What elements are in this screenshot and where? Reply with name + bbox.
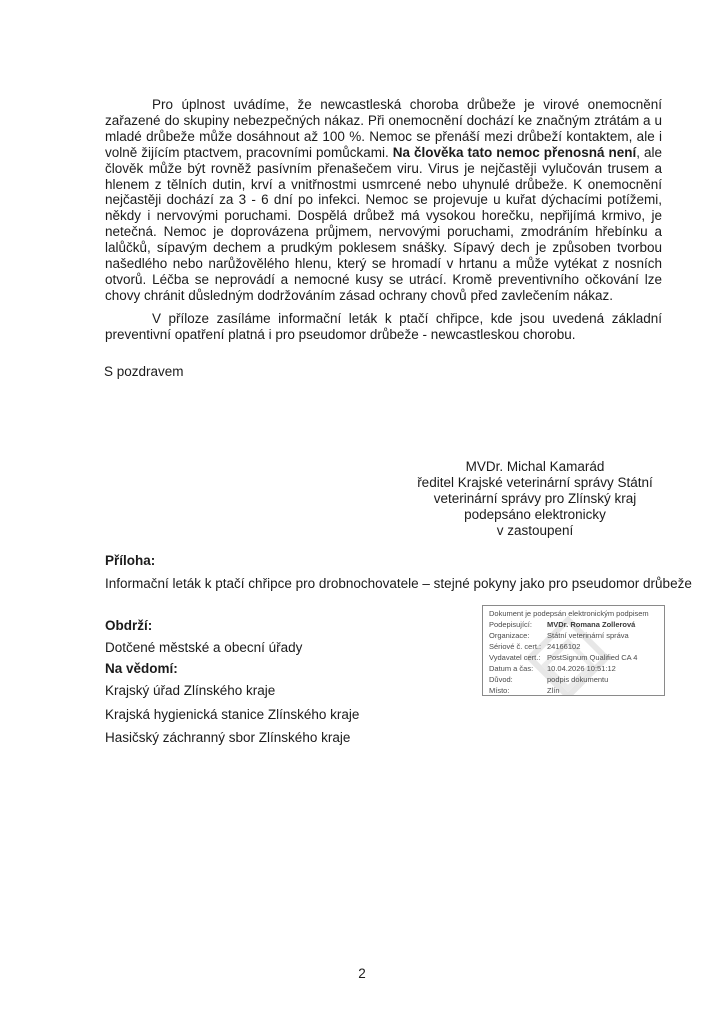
stamp-row bbox=[489, 641, 664, 652]
cc-item: Krajský úřad Zlínského kraje bbox=[105, 683, 276, 698]
signer-title-line2: veterinární správy pro Zlínský kraj bbox=[433, 491, 637, 506]
cc-heading: Na vědomí: bbox=[105, 661, 178, 676]
stamp-label: Důvod: bbox=[489, 675, 513, 684]
attachment-heading: Příloha: bbox=[105, 553, 156, 568]
stamp-label: Vydavatel cert.: bbox=[489, 653, 541, 662]
paragraph-text: , ale člověk může být rovněž pasívním přenašečem viru. Virus je nejčastěji vylučován trusem a hlenem z tělních dutin, krví a vnitřnostmi usmrcené nebo uhynulé drůbeže. K onemocnění nejčastěji dochází za 3 - 6 dní po infekci. Nemoc se projevuje u kuřat dýchacími potížemi, někdy i nervovými poruchami. Dospělá drůbež má vysokou horečku, nepřijímá krmivo, je netečná. Nemoc je doprovázena průjmem, nervovými poruchami, zmodráním hřebínku a lalůčků, sípavým dechem a prudkým poklesem snášky. Sípavý dech je způsoben tvorbou našedlého nebo narůžovělého hlenu, který se hromadí v hrtanu a může vytékat z nosních otvorů. Léčba se neprovádí a nemocné kusy se utrácí. Kromě preventivního očkování lze chovy chránit důsledným dodržováním zásad ochrany chovů před zavlečením nákaz. bbox=[105, 144, 662, 303]
stamp-row bbox=[489, 619, 664, 630]
page-number: 2 bbox=[358, 966, 366, 981]
stamp-datetime-value: 10.04.2026 10:51:12 bbox=[547, 664, 616, 673]
stamp-row bbox=[489, 685, 664, 696]
stamp-label: Místo: bbox=[489, 686, 510, 695]
stamp-row bbox=[489, 630, 664, 641]
on-behalf-note: v zastoupení bbox=[496, 523, 574, 538]
signature-block bbox=[380, 459, 690, 539]
signer-title-line1: ředitel Krajské veterinární správy Státní bbox=[417, 475, 653, 490]
paragraph-disease-description bbox=[105, 97, 662, 304]
cc-item: Krajská hygienická stanice Zlínského kraje bbox=[105, 707, 360, 722]
attachment-description: Informační leták k ptačí chřipce pro drobnochovatele – stejné pokyny jako pro pseudomor drůbeže bbox=[105, 576, 692, 591]
stamp-place-value: Zlín bbox=[547, 686, 560, 695]
stamp-organization-value: Státní veterinární správa bbox=[547, 631, 629, 640]
electronic-signature-stamp bbox=[482, 605, 665, 696]
signed-electronically-note: podepsáno elektronicky bbox=[464, 507, 606, 522]
stamp-label: Organizace: bbox=[489, 631, 530, 640]
stamp-label: Podepisující: bbox=[489, 620, 532, 629]
stamp-issuer-value: PostSignum Qualified CA 4 bbox=[547, 653, 638, 662]
stamp-header: Dokument je podepsán elektronickým podpisem bbox=[489, 609, 649, 618]
stamp-serial-value: 24166102 bbox=[547, 642, 581, 651]
stamp-row bbox=[489, 652, 664, 663]
signer-name: MVDr. Michal Kamarád bbox=[465, 459, 605, 474]
bold-statement-not-transmissible: Na člověka tato nemoc přenosná není bbox=[392, 144, 637, 160]
paragraph-text: Pro úplnost uvádíme, že newcastleská choroba drůbeže je virové onemocnění zařazené do skupiny nebezpečných nákaz. Při onemocnění dochází ke značným ztrátám a u mladé drůbeže může dosáhnout až 100 %. Nemoc se přenáší mezi drůbeží kontaktem, ale i volně žijícím ptactvem, pracovními pomůckami. bbox=[105, 97, 662, 160]
stamp-reason-value: podpis dokumentu bbox=[547, 675, 609, 684]
stamp-label: Sériové č. cert.: bbox=[489, 642, 542, 651]
stamp-row bbox=[489, 663, 664, 674]
recipients-heading: Obdrží: bbox=[105, 618, 153, 633]
closing-salutation: S pozdravem bbox=[104, 364, 184, 379]
paragraph-attachment-note: V příloze zasíláme informační leták k ptačí chřipce, kde jsou uvedená základní preventivní opatření platná i pro pseudomor drůbeže - newcastleskou chorobu. bbox=[105, 311, 662, 342]
stamp-signer-value: MVDr. Romana Zollerová bbox=[547, 620, 636, 629]
stamp-label: Datum a čas: bbox=[489, 664, 534, 673]
recipient-item: Dotčené městské a obecní úřady bbox=[105, 640, 303, 655]
stamp-row bbox=[489, 674, 664, 685]
cc-item: Hasičský záchranný sbor Zlínského kraje bbox=[105, 730, 351, 745]
